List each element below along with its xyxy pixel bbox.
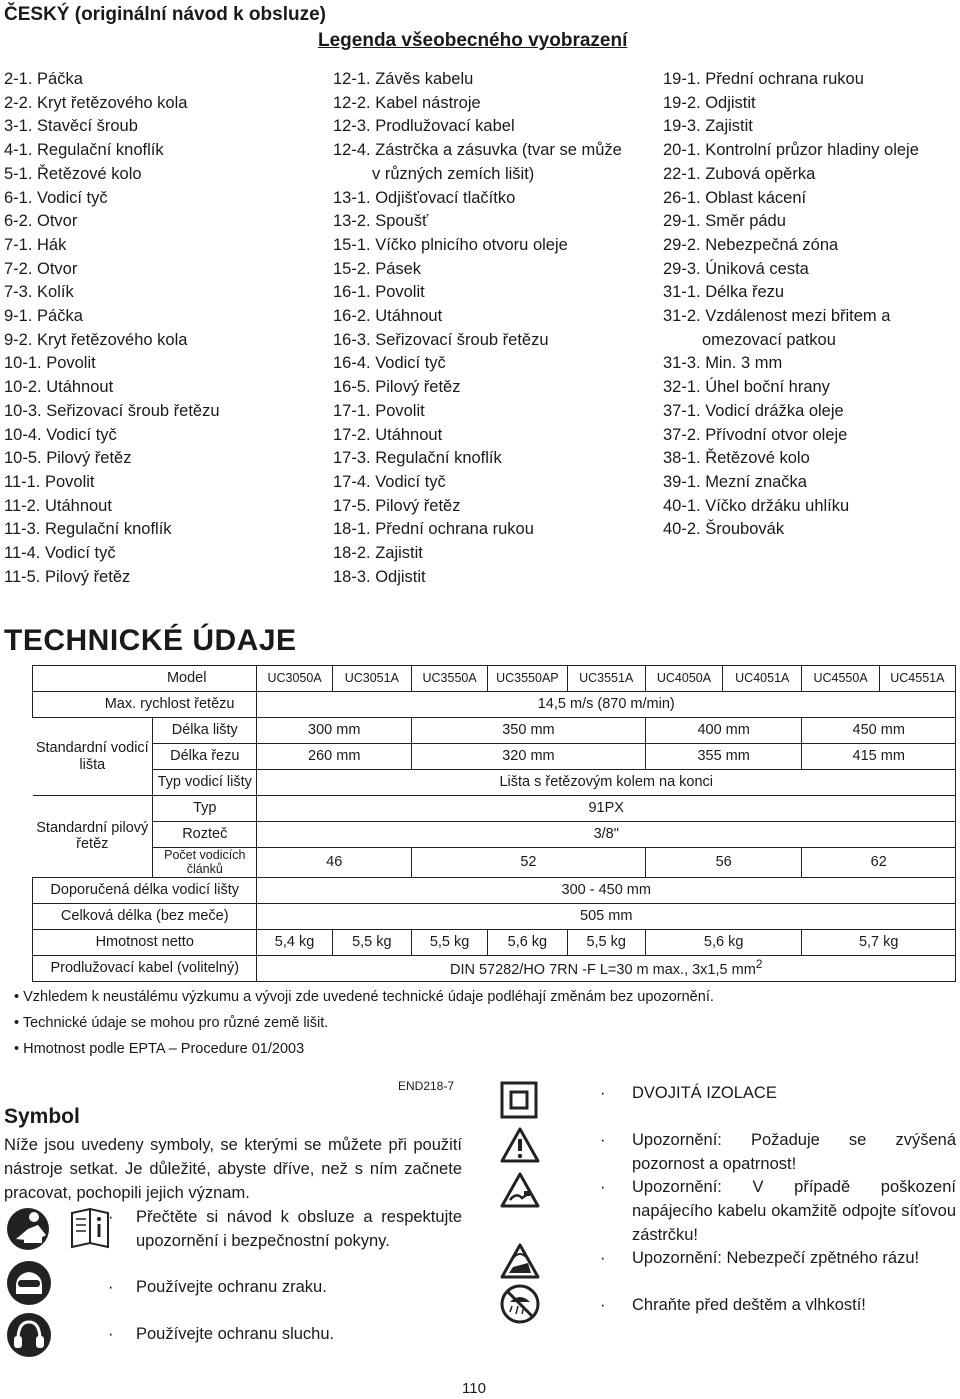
model-cell: UC3551A — [567, 666, 645, 692]
legend-item: 16-2. Utáhnout — [333, 307, 443, 326]
symbol-text: Přečtěte si návod k obsluze a respektujte upozornění i bezpečnostní pokyny. — [136, 1208, 462, 1250]
legend-item: 7-1. Hák — [4, 235, 67, 254]
page-header: ČESKÝ (originální návod k obsluze) — [4, 4, 326, 25]
legend-item: 7-2. Otvor — [4, 259, 78, 278]
legend-item: 11-1. Povolit — [4, 472, 95, 491]
bullet: · — [108, 1278, 114, 1296]
legend-item: 18-2. Zajistit — [333, 544, 423, 563]
legend-item: 2-2. Kryt řetězového kola — [4, 93, 188, 112]
overall-label: Celková délka (bez meče) — [33, 903, 257, 929]
model-cell: UC4050A — [645, 666, 722, 692]
symbol-text: Chraňte před deštěm a vlhkostí! — [632, 1296, 866, 1314]
legend-item: 7-3. Kolík — [4, 283, 74, 302]
legend-item: 18-3. Odjistit — [333, 567, 426, 586]
info-book-icon — [70, 1207, 110, 1251]
symbol-text: Používejte ochranu sluchu. — [136, 1325, 335, 1343]
legend-item: 11-5. Pilový řetěz — [4, 567, 131, 586]
end-code: END218-7 — [398, 1079, 455, 1093]
warning-icon — [500, 1127, 540, 1163]
legend-item: 19-1. Přední ochrana rukou — [663, 70, 864, 88]
row-recommended — [33, 877, 956, 903]
weight-value: 5,5 kg — [411, 929, 487, 955]
legend-item: 29-3. Úniková cesta — [663, 259, 809, 278]
legend-item: 2-1. Páčka — [4, 70, 83, 88]
guide-group-label: Standardní vodicí lišta — [33, 718, 153, 796]
links-value: 46 — [257, 848, 412, 878]
ext-sup: 2 — [755, 957, 763, 971]
cut-length-label: Délka řezu — [153, 744, 257, 770]
legend-item: 17-3. Regulační knoflík — [333, 449, 502, 468]
symbol-text: DVOJITÁ IZOLACE — [632, 1084, 777, 1102]
weight-label: Hmotnost netto — [33, 929, 257, 955]
legend-item: 29-2. Nebezpečná zóna — [663, 235, 839, 254]
legend-item: 32-1. Úhel boční hrany — [663, 378, 830, 397]
legend-item: 16-4. Vodicí tyč — [333, 354, 446, 373]
legend-item: 17-5. Pilový řetěz — [333, 496, 461, 515]
legend-item: 6-2. Otvor — [4, 212, 78, 231]
legend-item: 9-2. Kryt řetězového kola — [4, 330, 188, 349]
legend-item: 10-2. Utáhnout — [4, 378, 114, 397]
legend-item: 22-1. Zubová opěrka — [663, 164, 816, 183]
weight-value: 5,6 kg — [645, 929, 802, 955]
note: • Technické údaje se mohou pro různé země lišit. — [14, 1010, 714, 1036]
legend-item: 12-2. Kabel nástroje — [333, 93, 481, 112]
legend-item: 11-4. Vodicí tyč — [4, 544, 116, 563]
legend-item: 13-2. Spoušť — [333, 212, 429, 231]
model-cell: UC3550AP — [488, 666, 567, 692]
bar-length-value: 350 mm — [411, 718, 645, 744]
max-speed-label: Max. rychlost řetězu — [33, 692, 257, 718]
bullet: · — [600, 1131, 606, 1149]
spec-table — [32, 665, 956, 982]
row-chain-type — [33, 796, 956, 822]
legend-item: 10-4. Vodicí tyč — [4, 425, 117, 444]
ext-text: DIN 57282/HO 7RN -F L=30 m max., 3x1,5 mm — [449, 961, 756, 978]
chain-group-label: Standardní pilový řetěz — [33, 796, 153, 878]
bullet: · — [600, 1084, 606, 1102]
legend-item: 37-2. Přívodní otvor oleje — [663, 425, 848, 444]
page-number: 110 — [462, 1380, 486, 1397]
bar-length-value: 450 mm — [802, 718, 956, 744]
legend-item: 4-1. Regulační knoflík — [4, 141, 164, 160]
legend-item: 10-3. Seřizovací šroub řetězu — [4, 401, 220, 420]
legend-item: 31-1. Délka řezu — [663, 283, 785, 302]
weight-value: 5,5 kg — [332, 929, 411, 955]
links-label: Počet vodicích článků — [153, 848, 257, 878]
row-pitch — [33, 822, 956, 848]
bar-length-label: Délka lišty — [153, 718, 257, 744]
legend-item: 12-1. Závěs kabelu — [333, 70, 474, 88]
bar-length-value: 400 mm — [645, 718, 802, 744]
symbol-text: Upozornění: V případě poškození napájecího kabelu okamžitě odpojte síťovou zástrčku! — [632, 1178, 956, 1244]
legend-item: 12-4. Zástrčka a zásuvka (tvar se může — [333, 141, 622, 160]
row-bar-length — [33, 718, 956, 744]
weight-value: 5,5 kg — [567, 929, 645, 955]
legend-item: 26-1. Oblast kácení — [663, 188, 807, 207]
bullet: · — [108, 1208, 114, 1226]
legend-item: 19-2. Odjistit — [663, 93, 756, 112]
weight-value: 5,4 kg — [257, 929, 332, 955]
no-rain-icon — [500, 1284, 540, 1324]
model-label: Model — [33, 666, 257, 692]
legend-item: 17-4. Vodicí tyč — [333, 472, 446, 491]
legend-item: 29-1. Směr pádu — [663, 212, 786, 231]
legend-item: v různých zemích lišit) — [372, 164, 535, 183]
bar-type-label: Typ vodicí lišty — [153, 770, 257, 796]
legend-item: 38-1. Řetězové kolo — [663, 449, 810, 468]
model-cell: UC3050A — [257, 666, 332, 692]
row-max-speed — [33, 692, 956, 718]
legend-item: 13-1. Odjišťovací tlačítko — [333, 188, 516, 207]
bullet: · — [108, 1325, 114, 1343]
legend-title: Legenda všeobecného vyobrazení — [318, 30, 628, 51]
ext-label: Prodlužovací kabel (volitelný) — [33, 955, 257, 981]
legend-item: 39-1. Mezní značka — [663, 472, 807, 491]
symbol-text: Upozornění: Požaduje se zvýšená pozornost a opatrnost! — [632, 1131, 956, 1173]
max-speed-value: 14,5 m/s (870 m/min) — [257, 692, 956, 718]
links-value: 56 — [645, 848, 802, 878]
bullet: · — [600, 1296, 606, 1314]
cut-length-value: 355 mm — [645, 744, 802, 770]
legend-item: 6-1. Vodicí tyč — [4, 188, 108, 207]
bullet: · — [600, 1249, 606, 1267]
row-links — [33, 848, 956, 878]
row-model — [33, 666, 956, 692]
legend-item: 5-1. Řetězové kolo — [4, 164, 142, 183]
legend-item: 3-1. Stavěcí šroub — [4, 117, 138, 136]
legend-item: 31-3. Min. 3 mm — [663, 354, 783, 373]
legend-column-1 — [4, 68, 220, 589]
legend-column-2 — [333, 68, 622, 589]
recommended-value: 300 - 450 mm — [257, 877, 956, 903]
symbol-text: Používejte ochranu zraku. — [136, 1278, 327, 1296]
legend-item: 11-3. Regulační knoflík — [4, 520, 172, 539]
legend-item: 15-2. Pásek — [333, 259, 422, 278]
type-label: Typ — [153, 796, 257, 822]
pitch-value: 3/8" — [257, 822, 956, 848]
legend-column-3 — [663, 68, 919, 542]
ear-protection-icon — [6, 1312, 52, 1358]
legend-item: 15-1. Víčko plnicího otvoru oleje — [333, 235, 568, 254]
note: • Vzhledem k neustálému výzkumu a vývoji zde uvedené technické údaje podléhají změnám bez upozornění. — [14, 984, 714, 1010]
legend-item: 16-1. Povolit — [333, 283, 425, 302]
notes — [14, 984, 714, 1062]
kickback-warning-icon — [500, 1243, 540, 1279]
model-cell: UC4551A — [879, 666, 955, 692]
bar-length-value: 300 mm — [257, 718, 412, 744]
row-extension — [33, 955, 956, 981]
symbol-text: Upozornění: Nebezpečí zpětného rázu! — [632, 1249, 920, 1267]
cut-length-value: 415 mm — [802, 744, 956, 770]
legend-item: 40-2. Šroubovák — [663, 520, 785, 539]
legend-item: 12-3. Prodlužovací kabel — [333, 117, 515, 136]
legend-item: 37-1. Vodicí drážka oleje — [663, 401, 844, 420]
row-cut-length — [33, 744, 956, 770]
model-cell: UC3550A — [411, 666, 487, 692]
tech-title: TECHNICKÉ ÚDAJE — [4, 624, 297, 657]
symbol-intro: Níže jsou uvedeny symboly, se kterými se můžete při použití nástroje setkat. Je důležité, abyste dříve, než s ním začnete pracovat, pochopili jejich význam. — [4, 1136, 462, 1202]
overall-value: 505 mm — [257, 903, 956, 929]
model-cell: UC4051A — [723, 666, 802, 692]
legend-item: 17-1. Povolit — [333, 401, 425, 420]
legend-item: omezovací patkou — [702, 330, 836, 349]
pitch-label: Rozteč — [153, 822, 257, 848]
read-manual-icon — [6, 1207, 58, 1251]
legend-item: 20-1. Kontrolní průzor hladiny oleje — [663, 141, 919, 160]
legend-item: 31-2. Vzdálenost mezi břitem a — [663, 307, 891, 326]
legend-item: 11-2. Utáhnout — [4, 496, 112, 515]
double-insulation-icon — [500, 1081, 538, 1119]
legend-item: 10-5. Pilový řetěz — [4, 449, 132, 468]
legend-item: 19-3. Zajistit — [663, 117, 753, 136]
legend-item: 17-2. Utáhnout — [333, 425, 443, 444]
cable-damage-warning-icon — [500, 1172, 540, 1208]
weight-value: 5,6 kg — [488, 929, 567, 955]
model-cell: UC3051A — [332, 666, 411, 692]
legend-item: 9-1. Páčka — [4, 307, 83, 326]
cut-length-value: 260 mm — [257, 744, 412, 770]
eye-protection-icon — [6, 1260, 52, 1306]
bar-type-value: Lišta s řetězovým kolem na konci — [257, 770, 956, 796]
links-value: 62 — [802, 848, 956, 878]
type-value: 91PX — [257, 796, 956, 822]
legend-item: 16-3. Seřizovací šroub řetězu — [333, 330, 549, 349]
row-bar-type — [33, 770, 956, 796]
legend-item: 18-1. Přední ochrana rukou — [333, 520, 534, 539]
note: • Hmotnost podle EPTA – Procedure 01/2003 — [14, 1036, 714, 1062]
model-cell: UC4550A — [802, 666, 879, 692]
cut-length-value: 320 mm — [411, 744, 645, 770]
recommended-label: Doporučená délka vodicí lišty — [33, 877, 257, 903]
symbol-title: Symbol — [4, 1105, 80, 1128]
weight-value: 5,7 kg — [802, 929, 956, 955]
links-value: 52 — [411, 848, 645, 878]
bullet: · — [600, 1178, 606, 1196]
row-weight — [33, 929, 956, 955]
legend-item: 16-5. Pilový řetěz — [333, 378, 461, 397]
legend-item: 40-1. Víčko držáku uhlíku — [663, 496, 850, 515]
legend-item: 10-1. Povolit — [4, 354, 96, 373]
ext-value — [257, 955, 956, 981]
row-overall — [33, 903, 956, 929]
